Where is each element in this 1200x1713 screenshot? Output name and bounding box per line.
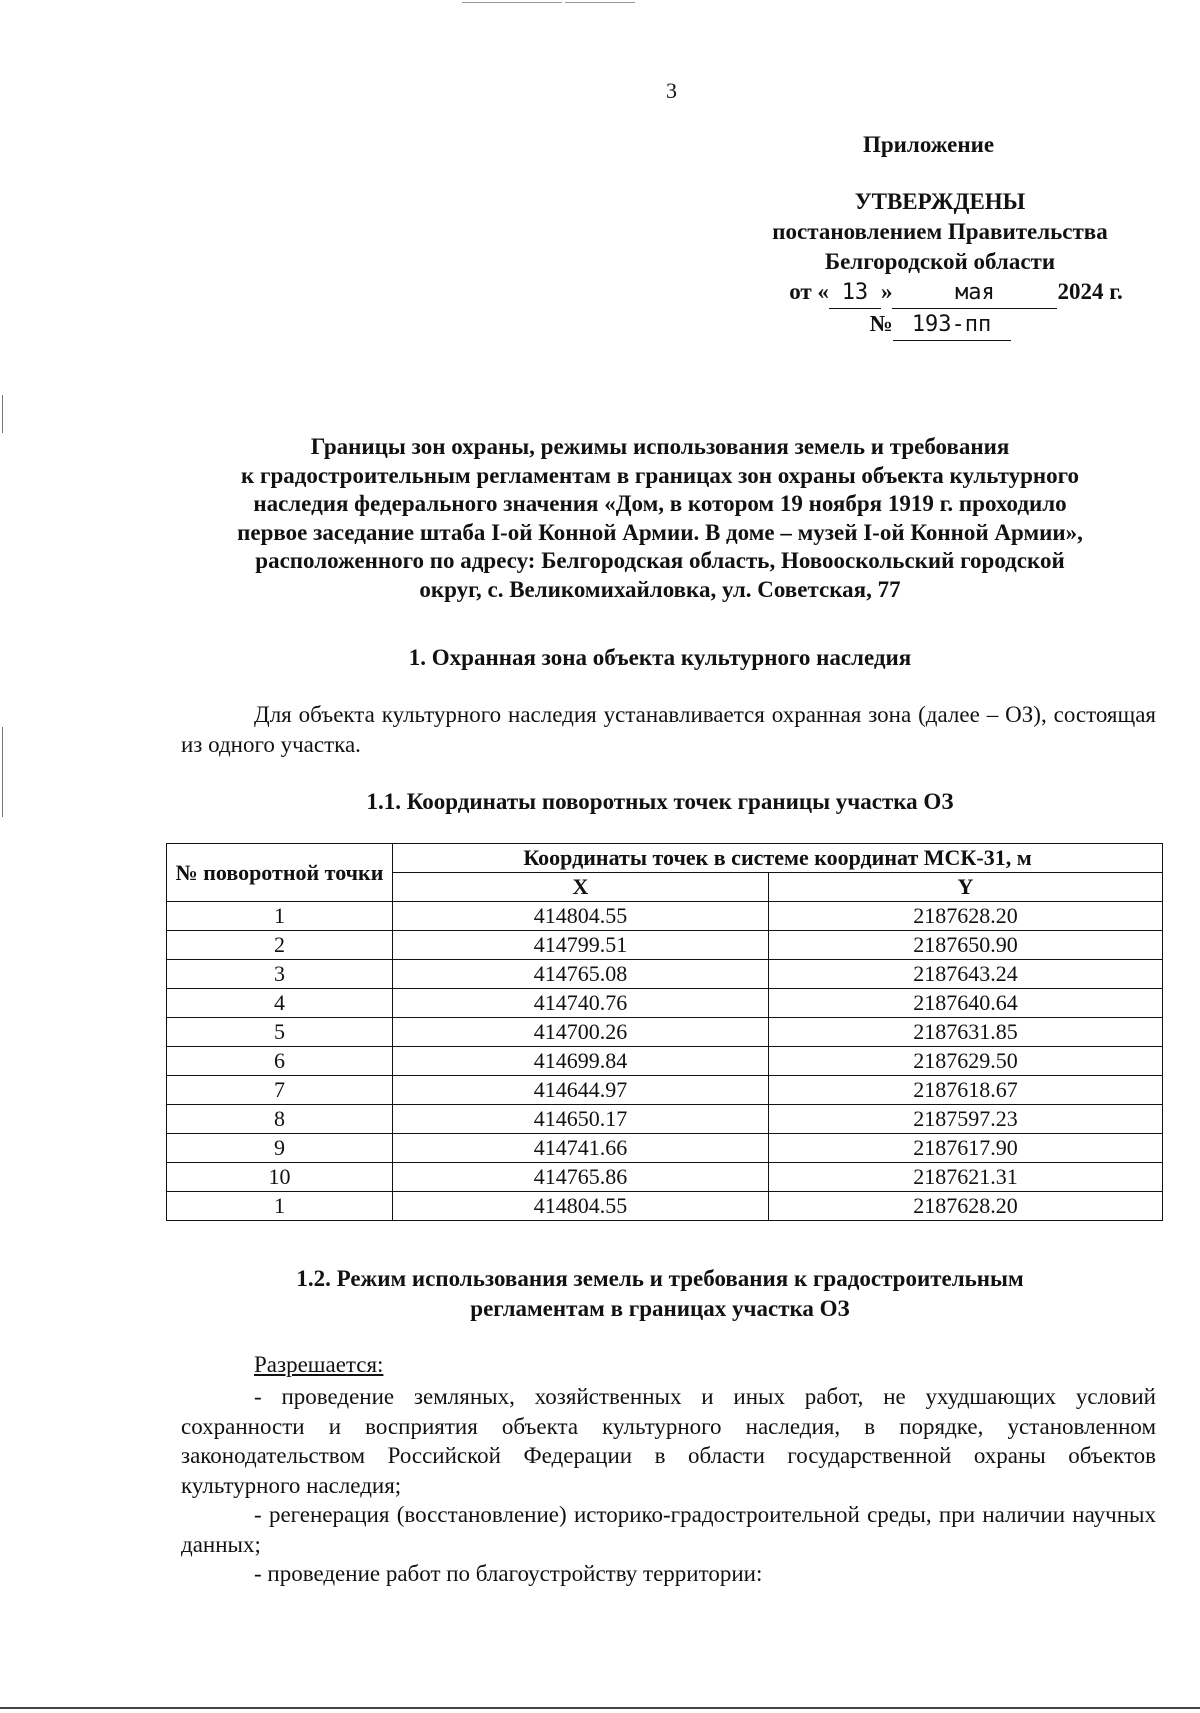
date-day: 13 (829, 278, 881, 309)
section-1-1-heading: 1.1. Координаты поворотных точек границы участка ОЗ (366, 789, 954, 814)
table-row (167, 960, 1163, 989)
x-coordinate-cell: 414765.86 (393, 1163, 769, 1192)
point-number-cell: 7 (167, 1076, 393, 1105)
x-coordinate-cell: 414765.08 (393, 960, 769, 989)
table-row (167, 989, 1163, 1018)
title-line: к градостроительным регламентам в границах зон охраны объекта культурного (241, 462, 1079, 488)
approved-by-line2: Белгородской области (824, 249, 1056, 274)
x-coordinate-cell: 414804.55 (393, 902, 769, 931)
point-number-cell: 6 (167, 1047, 393, 1076)
table-row (167, 1192, 1163, 1221)
header-x: X (393, 873, 769, 902)
point-number-cell: 4 (167, 989, 393, 1018)
section-1-2-heading (160, 1264, 1160, 1324)
title-line: первое заседание штаба I-ой Конной Армии. В доме – музей I-ой Конной Армии», (237, 519, 1083, 545)
point-number-cell: 1 (167, 1192, 393, 1221)
y-coordinate-cell: 2187650.90 (769, 931, 1163, 960)
title-line: расположенного по адресу: Белгородская область, Новооскольский городской (255, 548, 1065, 573)
allowed-item-3: - проведение работ по благоустройству территории: (254, 1561, 763, 1586)
y-coordinate-cell: 2187617.90 (769, 1134, 1163, 1163)
table-row (167, 931, 1163, 960)
date-year: 2024 г. (1057, 279, 1123, 304)
point-number-cell: 10 (167, 1163, 393, 1192)
y-coordinate-cell: 2187618.67 (769, 1076, 1163, 1105)
x-coordinate-cell: 414650.17 (393, 1105, 769, 1134)
table-row (167, 1047, 1163, 1076)
table-row (167, 1163, 1163, 1192)
y-coordinate-cell: 2187640.64 (769, 989, 1163, 1018)
section-1-text: Для объекта культурного наследия устанавливается охранная зона (далее – ОЗ), состоящая из одного участка. (181, 702, 1156, 757)
table-row (167, 902, 1163, 931)
x-coordinate-cell: 414644.97 (393, 1076, 769, 1105)
appendix-label: Приложение (863, 132, 995, 157)
page-number: 3 (666, 78, 677, 103)
approval-block (720, 187, 1160, 341)
header-point-number: № поворотной точки (167, 844, 393, 902)
y-coordinate-cell: 2187643.24 (769, 960, 1163, 989)
x-coordinate-cell: 414699.84 (393, 1047, 769, 1076)
x-coordinate-cell: 414799.51 (393, 931, 769, 960)
table-row (167, 1076, 1163, 1105)
table-row (167, 1018, 1163, 1047)
point-number-cell: 9 (167, 1134, 393, 1163)
scan-bottom-edge (0, 1707, 1200, 1709)
approval-date-line (720, 277, 1160, 309)
title-line: Границы зон охраны, режимы использования земель и требования (310, 434, 1010, 459)
date-prefix: от « (789, 279, 829, 304)
title-line: наследия федерального значения «Дом, в котором 19 ноября 1919 г. проходило (253, 491, 1067, 516)
point-number-cell: 5 (167, 1018, 393, 1047)
section-1-2-heading-line1: 1.2. Режим использования земель и требования к градостроительным (296, 1266, 1024, 1291)
scan-edge-mark (462, 2, 562, 3)
scan-edge-mark (565, 2, 635, 3)
title-line: округ, с. Великомихайловка, ул. Советская, 77 (419, 576, 901, 602)
table-row (167, 1105, 1163, 1134)
y-coordinate-cell: 2187631.85 (769, 1018, 1163, 1047)
point-number-cell: 3 (167, 960, 393, 989)
approval-number-line (720, 309, 1160, 341)
point-number-cell: 2 (167, 931, 393, 960)
y-coordinate-cell: 2187628.20 (769, 902, 1163, 931)
allowed-item-1: - проведение земляных, хозяйственных и иных работ, не ухудшающих условий сохранности и восприятия объекта культурного наследия, в порядке, установленном законодательством Российской Федерации в области государственной охраны объектов культурного наследия; (181, 1384, 1156, 1498)
x-coordinate-cell: 414700.26 (393, 1018, 769, 1047)
x-coordinate-cell: 414740.76 (393, 989, 769, 1018)
y-coordinate-cell: 2187597.23 (769, 1105, 1163, 1134)
header-y: Y (769, 873, 1163, 902)
document-title (160, 433, 1160, 604)
x-coordinate-cell: 414804.55 (393, 1192, 769, 1221)
point-number-cell: 8 (167, 1105, 393, 1134)
coordinates-table (166, 843, 1163, 1221)
point-number-cell: 1 (167, 902, 393, 931)
date-month: мая (892, 278, 1057, 309)
coordinates-body (167, 902, 1163, 1221)
x-coordinate-cell: 414741.66 (393, 1134, 769, 1163)
header-coordinates: Координаты точек в системе координат МСК-31, м (393, 844, 1163, 873)
section-1-heading: 1. Охранная зона объекта культурного наследия (408, 645, 912, 670)
approved-by-line1: постановлением Правительства (772, 219, 1108, 244)
section-1-2-heading-line2: регламентам в границах участка ОЗ (470, 1296, 850, 1321)
approval-number: 193-пп (893, 310, 1011, 341)
table-row (167, 1134, 1163, 1163)
allowed-label: Разрешается: (254, 1352, 384, 1377)
y-coordinate-cell: 2187628.20 (769, 1192, 1163, 1221)
scan-margin-mark (2, 395, 3, 433)
approved-heading: УТВЕРЖДЕНЫ (854, 189, 1026, 214)
y-coordinate-cell: 2187629.50 (769, 1047, 1163, 1076)
allowed-item-2: - регенерация (восстановление) историко-градостроительной среды, при наличии научных данных; (181, 1502, 1156, 1557)
scan-margin-mark (2, 727, 3, 817)
number-prefix: № (869, 311, 893, 336)
y-coordinate-cell: 2187621.31 (769, 1163, 1163, 1192)
date-mid: » (880, 279, 893, 304)
